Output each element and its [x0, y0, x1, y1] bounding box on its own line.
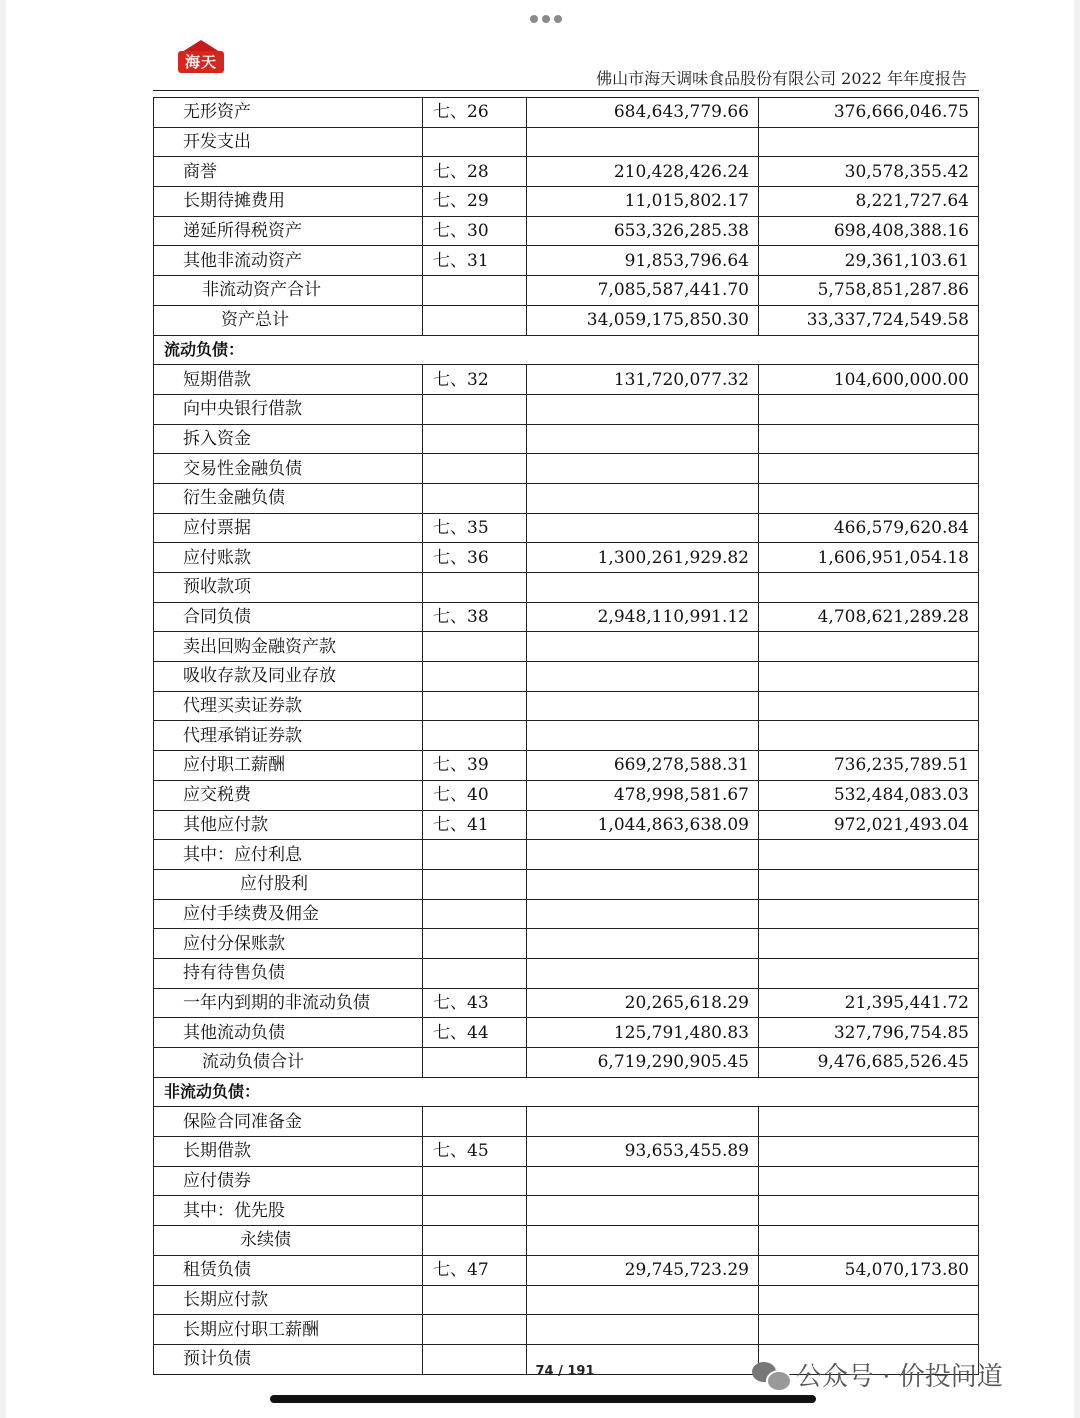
row-label: 其他非流动资产 [154, 246, 423, 276]
row-label: 永续债 [154, 1226, 423, 1256]
prior-period-value: 33,337,724,549.58 [759, 305, 979, 335]
prior-period-value: 29,361,103.61 [759, 246, 979, 276]
table-row [154, 721, 979, 751]
current-period-value: 91,853,796.64 [527, 246, 759, 276]
table-row [154, 1048, 979, 1078]
current-period-value [527, 840, 759, 870]
section-row [154, 1077, 979, 1107]
table-row [154, 1137, 979, 1167]
table-row [154, 1226, 979, 1256]
note-ref [423, 394, 527, 424]
row-label: 非流动资产合计 [154, 276, 423, 306]
table-row [154, 1018, 979, 1048]
prior-period-value: 736,235,789.51 [759, 751, 979, 781]
prior-period-value: 972,021,493.04 [759, 810, 979, 840]
row-label: 长期待摊费用 [154, 187, 423, 217]
table-row [154, 573, 979, 603]
table-row [154, 483, 979, 513]
row-label: 衍生金融负债 [154, 483, 423, 513]
home-indicator-bar[interactable] [270, 1395, 816, 1403]
logo-text: 海天 [178, 51, 224, 73]
current-period-value [527, 1107, 759, 1137]
current-period-value [527, 573, 759, 603]
current-period-value [527, 958, 759, 988]
note-ref [423, 1226, 527, 1256]
table-row [154, 988, 979, 1018]
table-row [154, 187, 979, 217]
note-ref [423, 573, 527, 603]
current-period-value [527, 127, 759, 157]
current-period-value: 2,948,110,991.12 [527, 602, 759, 632]
note-ref: 七、30 [423, 216, 527, 246]
note-ref [423, 1107, 527, 1137]
table-row [154, 1196, 979, 1226]
table-row [154, 394, 979, 424]
table-row [154, 751, 979, 781]
prior-period-value [759, 869, 979, 899]
row-label: 预计负债 [154, 1344, 423, 1374]
table-row [154, 958, 979, 988]
note-ref [423, 869, 527, 899]
prior-period-value [759, 483, 979, 513]
row-label: 无形资产 [154, 98, 423, 128]
current-period-value [527, 1196, 759, 1226]
table-row [154, 454, 979, 484]
note-ref: 七、29 [423, 187, 527, 217]
prior-period-value [759, 1137, 979, 1167]
prior-period-value: 9,476,685,526.45 [759, 1048, 979, 1078]
row-label: 长期应付款 [154, 1285, 423, 1315]
table-row [154, 127, 979, 157]
current-period-value [527, 869, 759, 899]
current-period-value: 20,265,618.29 [527, 988, 759, 1018]
current-period-value: 684,643,779.66 [527, 98, 759, 128]
table-row [154, 840, 979, 870]
note-ref: 七、35 [423, 513, 527, 543]
row-label: 长期应付职工薪酬 [154, 1315, 423, 1345]
prior-period-value: 21,395,441.72 [759, 988, 979, 1018]
row-label: 应付职工薪酬 [154, 751, 423, 781]
table-row [154, 1315, 979, 1345]
row-label: 代理承销证券款 [154, 721, 423, 751]
note-ref [423, 691, 527, 721]
note-ref: 七、39 [423, 751, 527, 781]
current-period-value: 1,300,261,929.82 [527, 543, 759, 573]
table-row [154, 929, 979, 959]
table-row [154, 1166, 979, 1196]
row-label: 资产总计 [154, 305, 423, 335]
prior-period-value [759, 1196, 979, 1226]
note-ref: 七、32 [423, 365, 527, 395]
row-label: 商誉 [154, 157, 423, 187]
note-ref [423, 1166, 527, 1196]
table-row [154, 276, 979, 306]
row-label: 一年内到期的非流动负债 [154, 988, 423, 1018]
current-period-value: 125,791,480.83 [527, 1018, 759, 1048]
note-ref: 七、26 [423, 98, 527, 128]
note-ref: 七、28 [423, 157, 527, 187]
more-options-icon[interactable] [530, 15, 562, 23]
prior-period-value [759, 929, 979, 959]
current-period-value: 6,719,290,905.45 [527, 1048, 759, 1078]
prior-period-value: 8,221,727.64 [759, 187, 979, 217]
note-ref: 七、31 [423, 246, 527, 276]
note-ref [423, 424, 527, 454]
prior-period-value [759, 424, 979, 454]
row-label: 租赁负债 [154, 1255, 423, 1285]
note-ref: 七、47 [423, 1255, 527, 1285]
row-label: 应付手续费及佣金 [154, 899, 423, 929]
prior-period-value: 5,758,851,287.86 [759, 276, 979, 306]
row-label: 短期借款 [154, 365, 423, 395]
current-period-value [527, 424, 759, 454]
note-ref [423, 632, 527, 662]
company-logo [178, 40, 224, 74]
current-period-value [527, 394, 759, 424]
prior-period-value [759, 958, 979, 988]
balance-sheet-table [153, 97, 979, 1375]
row-label: 代理买卖证券款 [154, 691, 423, 721]
row-label: 应付债券 [154, 1166, 423, 1196]
current-period-value: 7,085,587,441.70 [527, 276, 759, 306]
table-row [154, 513, 979, 543]
table-row [154, 543, 979, 573]
table-row [154, 424, 979, 454]
prior-period-value [759, 1285, 979, 1315]
prior-period-value: 1,606,951,054.18 [759, 543, 979, 573]
note-ref [423, 929, 527, 959]
prior-period-value: 466,579,620.84 [759, 513, 979, 543]
note-ref: 七、41 [423, 810, 527, 840]
current-period-value [527, 1315, 759, 1345]
note-ref: 七、36 [423, 543, 527, 573]
row-label: 应付分保账款 [154, 929, 423, 959]
current-period-value: 11,015,802.17 [527, 187, 759, 217]
section-label: 非流动负债： [154, 1077, 979, 1107]
note-ref [423, 483, 527, 513]
note-ref: 七、43 [423, 988, 527, 1018]
prior-period-value [759, 1315, 979, 1345]
note-ref [423, 127, 527, 157]
table-row [154, 157, 979, 187]
row-label: 其中：应付利息 [154, 840, 423, 870]
wechat-icon [752, 1360, 788, 1390]
table-row [154, 1107, 979, 1137]
row-label: 卖出回购金融资产款 [154, 632, 423, 662]
note-ref [423, 1315, 527, 1345]
current-period-value: 93,653,455.89 [527, 1137, 759, 1167]
note-ref [423, 958, 527, 988]
prior-period-value [759, 573, 979, 603]
row-label: 应付股利 [154, 869, 423, 899]
note-ref [423, 1285, 527, 1315]
prior-period-value [759, 899, 979, 929]
note-ref [423, 899, 527, 929]
note-ref [423, 1048, 527, 1078]
prior-period-value [759, 394, 979, 424]
table-row [154, 869, 979, 899]
row-label: 合同负债 [154, 602, 423, 632]
table-row [154, 1285, 979, 1315]
row-label: 拆入资金 [154, 424, 423, 454]
row-label: 其他应付款 [154, 810, 423, 840]
table-row [154, 216, 979, 246]
row-label: 交易性金融负债 [154, 454, 423, 484]
current-period-value: 653,326,285.38 [527, 216, 759, 246]
prior-period-value [759, 454, 979, 484]
prior-period-value: 30,578,355.42 [759, 157, 979, 187]
section-label: 流动负债： [154, 335, 979, 365]
table-row [154, 246, 979, 276]
current-period-value [527, 483, 759, 513]
note-ref: 七、45 [423, 1137, 527, 1167]
note-ref: 七、44 [423, 1018, 527, 1048]
row-label: 应付票据 [154, 513, 423, 543]
header-divider [153, 90, 979, 91]
current-period-value: 34,059,175,850.30 [527, 305, 759, 335]
prior-period-value: 698,408,388.16 [759, 216, 979, 246]
current-period-value [527, 662, 759, 692]
current-period-value: 478,998,581.67 [527, 780, 759, 810]
row-label: 其中：优先股 [154, 1196, 423, 1226]
row-label: 递延所得税资产 [154, 216, 423, 246]
prior-period-value [759, 1226, 979, 1256]
current-period-value [527, 899, 759, 929]
current-period-value: 669,278,588.31 [527, 751, 759, 781]
row-label: 持有待售负债 [154, 958, 423, 988]
current-period-value [527, 1285, 759, 1315]
table-row [154, 632, 979, 662]
table-row [154, 662, 979, 692]
current-period-value: 131,720,077.32 [527, 365, 759, 395]
prior-period-value [759, 632, 979, 662]
page-indicator: 74 / 191 [535, 1364, 595, 1379]
note-ref: 七、38 [423, 602, 527, 632]
prior-period-value: 376,666,046.75 [759, 98, 979, 128]
current-period-value [527, 929, 759, 959]
section-row [154, 335, 979, 365]
row-label: 应付账款 [154, 543, 423, 573]
current-period-value [527, 513, 759, 543]
table-row [154, 602, 979, 632]
row-label: 应交税费 [154, 780, 423, 810]
current-period-value [527, 691, 759, 721]
prior-period-value: 4,708,621,289.28 [759, 602, 979, 632]
row-label: 长期借款 [154, 1137, 423, 1167]
prior-period-value [759, 691, 979, 721]
prior-period-value [759, 1107, 979, 1137]
current-period-value [527, 1226, 759, 1256]
prior-period-value: 532,484,083.03 [759, 780, 979, 810]
row-label: 吸收存款及同业存放 [154, 662, 423, 692]
table-row [154, 899, 979, 929]
row-label: 向中央银行借款 [154, 394, 423, 424]
table-row [154, 691, 979, 721]
current-period-value: 29,745,723.29 [527, 1255, 759, 1285]
row-label: 开发支出 [154, 127, 423, 157]
prior-period-value: 327,796,754.85 [759, 1018, 979, 1048]
prior-period-value: 54,070,173.80 [759, 1255, 979, 1285]
current-period-value [527, 632, 759, 662]
note-ref [423, 305, 527, 335]
table-row [154, 780, 979, 810]
table-row [154, 305, 979, 335]
note-ref [423, 454, 527, 484]
prior-period-value [759, 840, 979, 870]
table-row [154, 810, 979, 840]
watermark-text: 公众号 · 价投问道 [796, 1362, 1003, 1392]
prior-period-value [759, 127, 979, 157]
note-ref [423, 662, 527, 692]
table-row [154, 365, 979, 395]
note-ref [423, 721, 527, 751]
note-ref [423, 276, 527, 306]
prior-period-value [759, 721, 979, 751]
note-ref [423, 1196, 527, 1226]
prior-period-value: 104,600,000.00 [759, 365, 979, 395]
row-label: 预收款项 [154, 573, 423, 603]
report-title: 佛山市海天调味食品股份有限公司 2022 年年度报告 [596, 69, 967, 88]
note-ref [423, 840, 527, 870]
row-label: 其他流动负债 [154, 1018, 423, 1048]
row-label: 流动负债合计 [154, 1048, 423, 1078]
current-period-value: 210,428,426.24 [527, 157, 759, 187]
prior-period-value [759, 1166, 979, 1196]
table-row [154, 98, 979, 128]
current-period-value [527, 1166, 759, 1196]
row-label: 保险合同准备金 [154, 1107, 423, 1137]
watermark [752, 1356, 1003, 1393]
prior-period-value [759, 662, 979, 692]
note-ref: 七、40 [423, 780, 527, 810]
current-period-value [527, 454, 759, 484]
current-period-value: 1,044,863,638.09 [527, 810, 759, 840]
current-period-value [527, 721, 759, 751]
table-row [154, 1255, 979, 1285]
